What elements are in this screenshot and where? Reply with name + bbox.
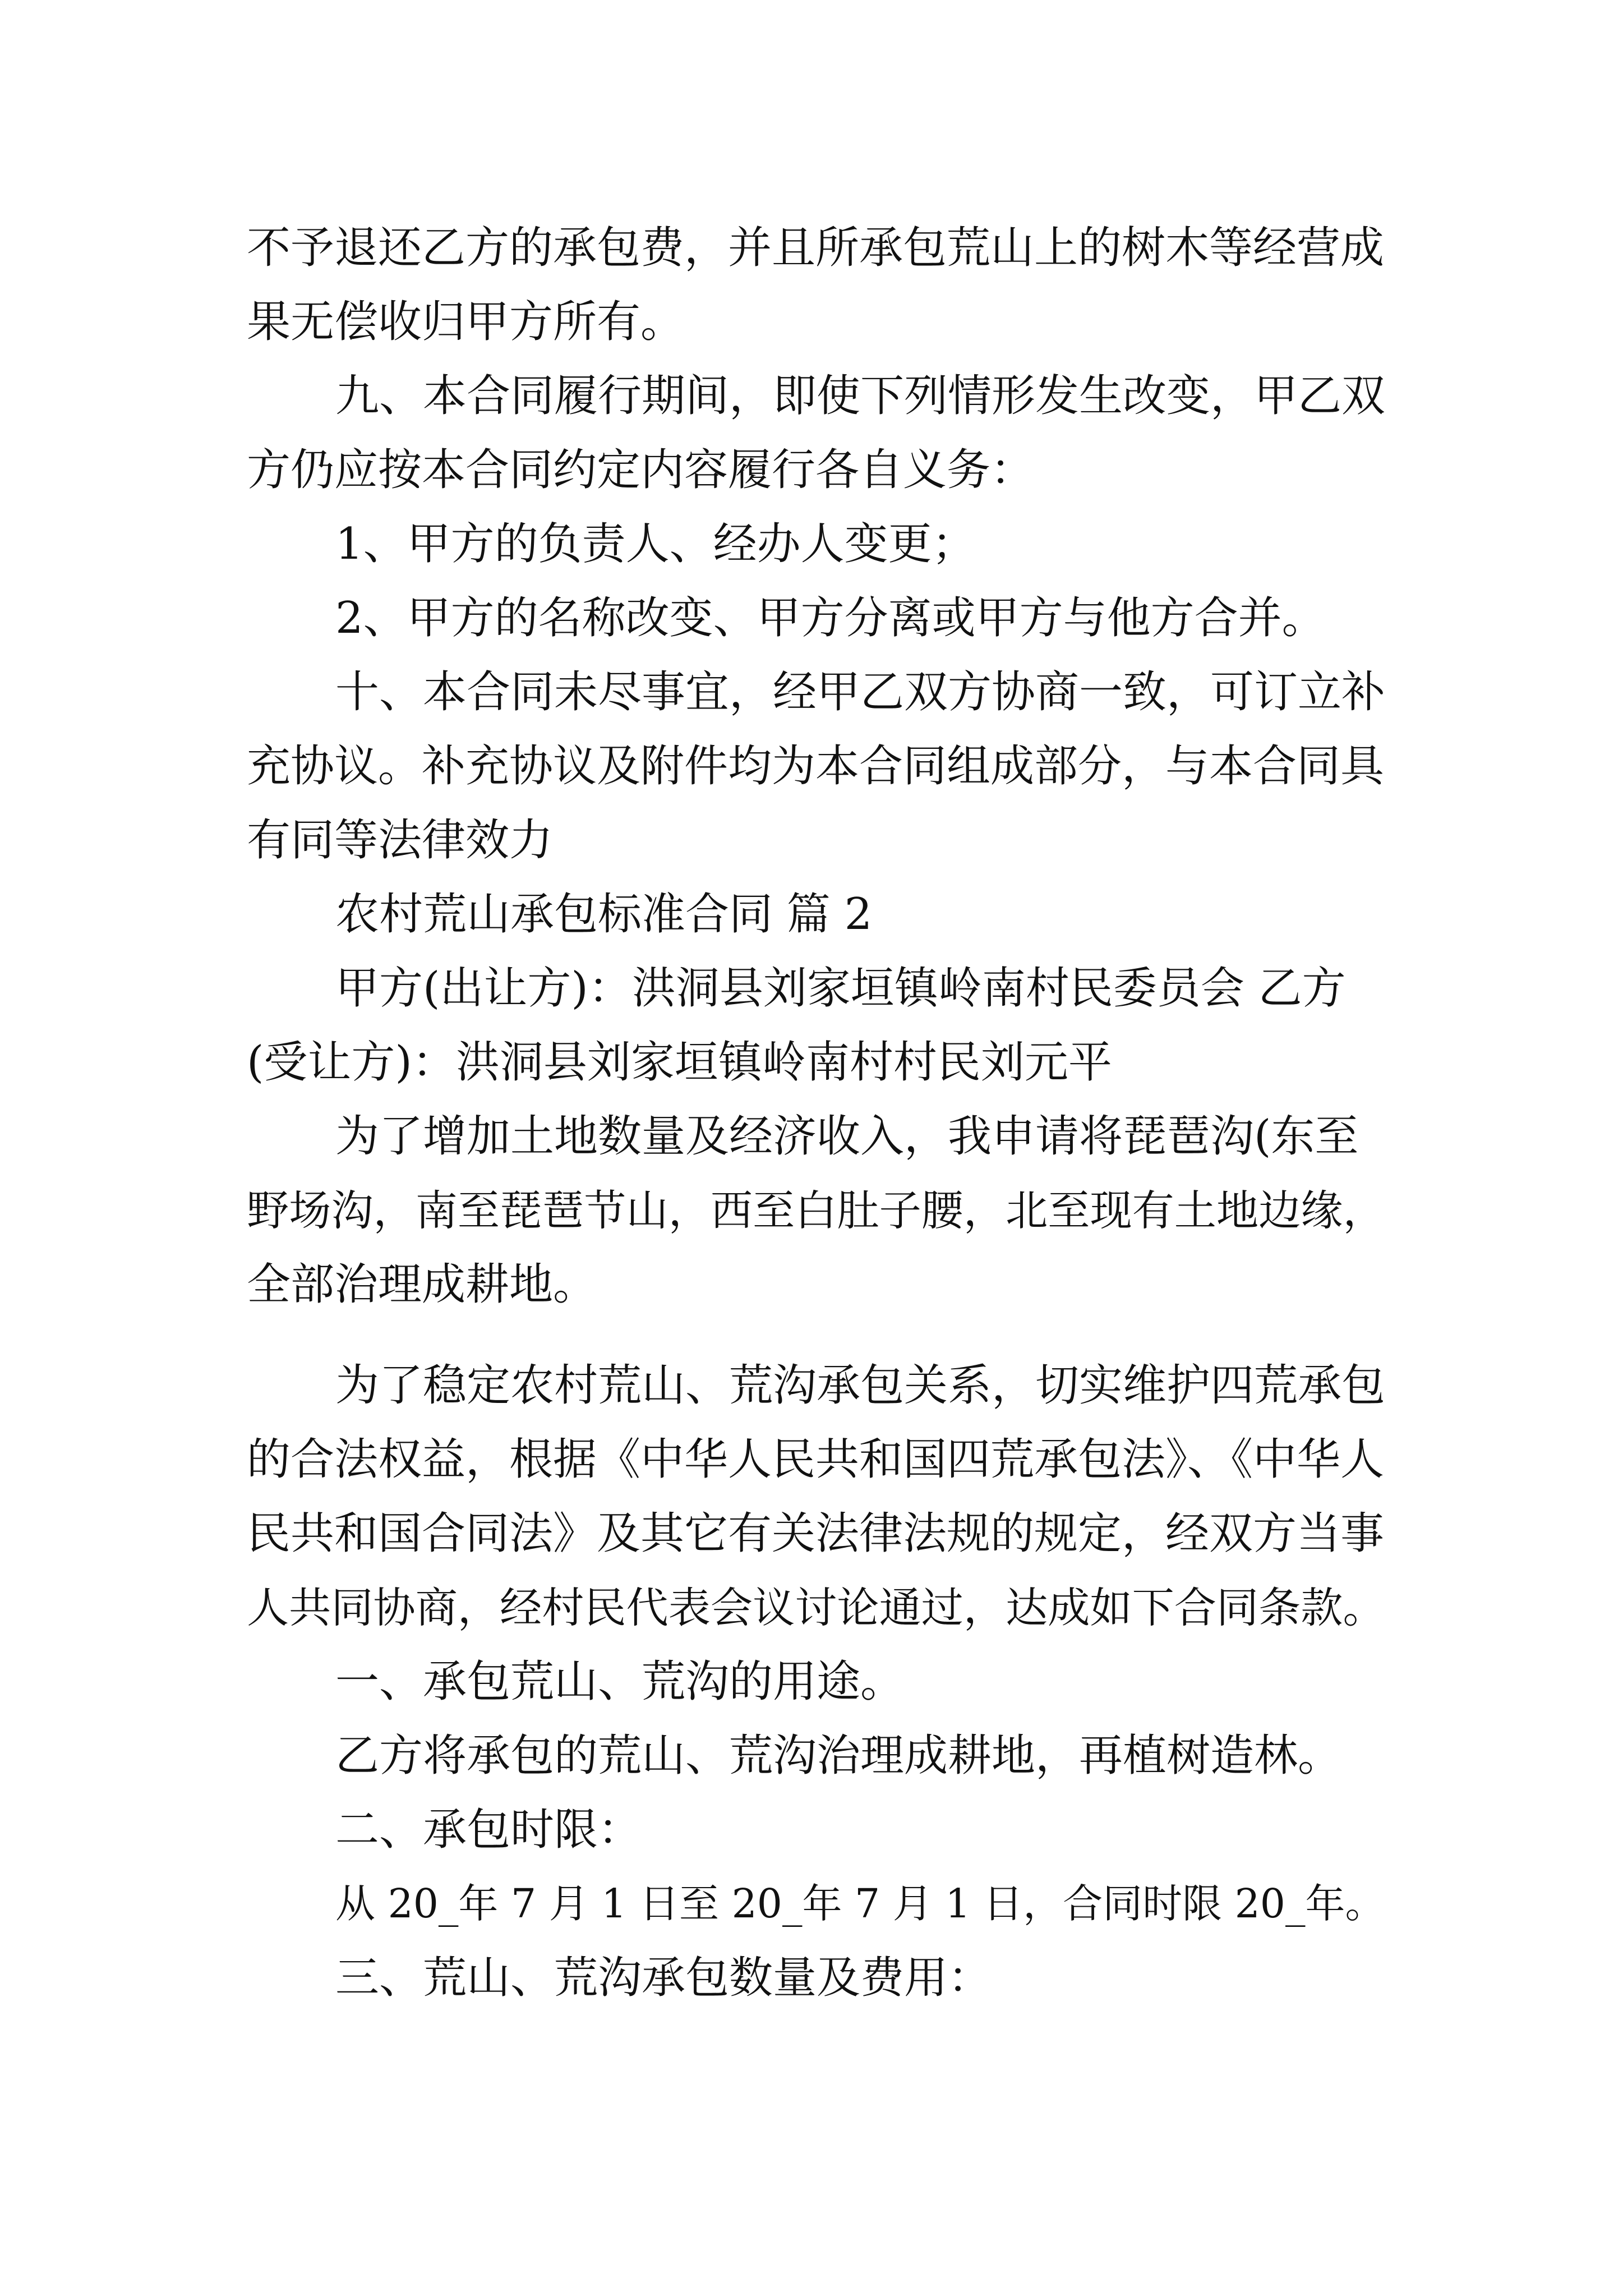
text-line: 三、荒山、荒沟承包数量及费用： bbox=[335, 1953, 992, 2003]
text-line: 1、甲方的负责人、经办人变更； bbox=[335, 519, 976, 569]
text-line: 人共同协商，经村民代表会议讨论通过，达成如下合同条款。 bbox=[247, 1583, 1385, 1632]
text-line: 九、本合同履行期间，即使下列情形发生改变，甲乙双 bbox=[335, 371, 1386, 421]
text-line: 乙方将承包的荒山、荒沟治理成耕地，再植树造林。 bbox=[335, 1731, 1342, 1781]
text-line: (受让方)：洪洞县刘家垣镇岭南村村民刘元平 bbox=[247, 1037, 1112, 1088]
text-line: 全部治理成耕地。 bbox=[247, 1259, 597, 1310]
text-line: 为了稳定农村荒山、荒沟承包关系，切实维护四荒承包 bbox=[335, 1360, 1386, 1411]
text-line: 充协议。补充协议及附件均为本合同组成部分，与本合同具 bbox=[247, 741, 1385, 792]
text-line: 为了增加土地数量及经济收入，我申请将琵琶沟(东至 bbox=[335, 1111, 1359, 1162]
text-line: 十、本合同未尽事宜，经甲乙双方协商一致，可订立补 bbox=[335, 667, 1386, 717]
text-line: 有同等法律效力 bbox=[247, 815, 554, 866]
section-heading: 农村荒山承包标准合同 篇 2 bbox=[335, 889, 873, 940]
text-line: 甲方(出让方)：洪洞县刘家垣镇岭南村民委员会 乙方 bbox=[335, 963, 1346, 1014]
text-line: 民共和国合同法》及其它有关法律法规的规定，经双方当事 bbox=[247, 1508, 1385, 1559]
text-line: 的合法权益，根据《中华人民共和国四荒承包法》、《中华人 bbox=[247, 1434, 1385, 1485]
text-line: 果无偿收归甲方所有。 bbox=[247, 297, 685, 347]
text-line: 2、甲方的名称改变、甲方分离或甲方与他方合并。 bbox=[335, 593, 1326, 643]
text-line: 二、承包时限： bbox=[335, 1805, 642, 1855]
text-line: 方仍应按本合同约定内容履行各自义务： bbox=[247, 445, 1035, 495]
text-line: 一、承包荒山、荒沟的用途。 bbox=[335, 1657, 905, 1707]
text-line: 从 20_年 7 月 1 日至 20_年 7 月 1 日，合同时限 20_年。 bbox=[335, 1880, 1385, 1927]
text-line: 野场沟，南至琵琶节山，西至白肚子腰，北至现有土地边缘， bbox=[247, 1186, 1385, 1235]
text-line: 不予退还乙方的承包费，并且所承包荒山上的树木等经营成 bbox=[247, 223, 1385, 273]
